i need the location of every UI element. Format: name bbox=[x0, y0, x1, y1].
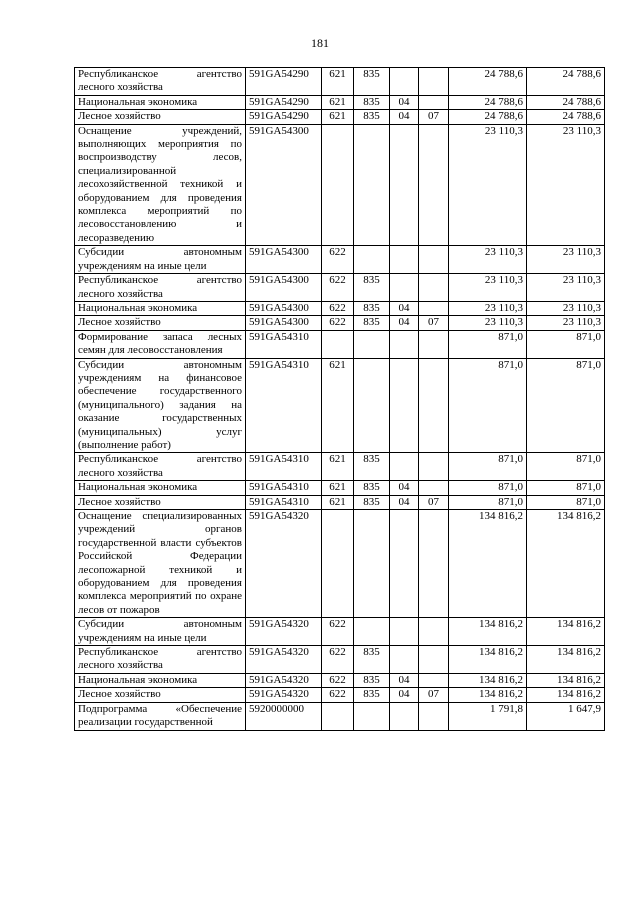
cell-amount-2: 871,0 bbox=[527, 481, 605, 495]
cell-amount-1: 23 110,3 bbox=[449, 274, 527, 302]
cell-target-code: 591GA54310 bbox=[246, 358, 322, 453]
cell-subsection bbox=[419, 510, 449, 618]
cell-name: Лесное хозяйство bbox=[75, 688, 246, 702]
cell-department bbox=[354, 510, 390, 618]
cell-amount-1: 871,0 bbox=[449, 453, 527, 481]
cell-expense-type bbox=[322, 124, 354, 246]
cell-subsection bbox=[419, 702, 449, 730]
cell-target-code: 591GA54300 bbox=[246, 246, 322, 274]
cell-department bbox=[354, 246, 390, 274]
cell-name: Республиканское агентство лесного хозяйства bbox=[75, 453, 246, 481]
table-row bbox=[75, 673, 605, 687]
cell-name: Национальная экономика bbox=[75, 481, 246, 495]
cell-section bbox=[390, 510, 419, 618]
cell-department: 835 bbox=[354, 646, 390, 674]
cell-target-code: 591GA54290 bbox=[246, 110, 322, 124]
cell-name: Республиканское агентство лесного хозяйства bbox=[75, 274, 246, 302]
cell-name: Национальная экономика bbox=[75, 673, 246, 687]
cell-subsection bbox=[419, 358, 449, 453]
cell-amount-2: 23 110,3 bbox=[527, 246, 605, 274]
table-row bbox=[75, 301, 605, 315]
cell-department: 835 bbox=[354, 688, 390, 702]
cell-expense-type: 621 bbox=[322, 495, 354, 509]
cell-section: 04 bbox=[390, 673, 419, 687]
cell-expense-type bbox=[322, 330, 354, 358]
table-row bbox=[75, 124, 605, 246]
cell-subsection: 07 bbox=[419, 316, 449, 330]
cell-amount-1: 134 816,2 bbox=[449, 646, 527, 674]
page-number: 181 bbox=[311, 36, 329, 50]
cell-section: 04 bbox=[390, 110, 419, 124]
cell-amount-2: 871,0 bbox=[527, 330, 605, 358]
cell-amount-1: 871,0 bbox=[449, 495, 527, 509]
cell-section: 04 bbox=[390, 301, 419, 315]
cell-amount-2: 1 647,9 bbox=[527, 702, 605, 730]
cell-target-code: 591GA54320 bbox=[246, 510, 322, 618]
cell-target-code: 591GA54300 bbox=[246, 274, 322, 302]
cell-amount-1: 134 816,2 bbox=[449, 688, 527, 702]
table-row bbox=[75, 481, 605, 495]
cell-expense-type: 621 bbox=[322, 358, 354, 453]
cell-name: Формирование запаса лесных семян для лесовосстановления bbox=[75, 330, 246, 358]
cell-amount-1: 134 816,2 bbox=[449, 618, 527, 646]
cell-amount-1: 871,0 bbox=[449, 481, 527, 495]
table-body bbox=[75, 68, 605, 731]
cell-amount-1: 871,0 bbox=[449, 330, 527, 358]
table-row bbox=[75, 688, 605, 702]
cell-expense-type: 621 bbox=[322, 68, 354, 96]
cell-target-code: 591GA54300 bbox=[246, 301, 322, 315]
cell-target-code: 591GA54310 bbox=[246, 495, 322, 509]
cell-target-code: 591GA54310 bbox=[246, 330, 322, 358]
cell-subsection bbox=[419, 274, 449, 302]
cell-name: Национальная экономика bbox=[75, 95, 246, 109]
cell-name: Субсидии автономным учреждениям на финансовое обеспечение государственного (муниципального) задания на оказание государственных (муниципальных) услуг (выполнение работ) bbox=[75, 358, 246, 453]
cell-name: Национальная экономика bbox=[75, 301, 246, 315]
cell-expense-type: 622 bbox=[322, 274, 354, 302]
cell-name: Лесное хозяйство bbox=[75, 495, 246, 509]
table-row bbox=[75, 316, 605, 330]
cell-section bbox=[390, 618, 419, 646]
cell-subsection bbox=[419, 673, 449, 687]
cell-subsection bbox=[419, 453, 449, 481]
cell-amount-2: 23 110,3 bbox=[527, 316, 605, 330]
cell-department: 835 bbox=[354, 453, 390, 481]
cell-subsection: 07 bbox=[419, 110, 449, 124]
cell-expense-type: 621 bbox=[322, 95, 354, 109]
cell-expense-type: 621 bbox=[322, 481, 354, 495]
cell-amount-2: 134 816,2 bbox=[527, 646, 605, 674]
table-row bbox=[75, 274, 605, 302]
cell-amount-2: 24 788,6 bbox=[527, 68, 605, 96]
cell-department bbox=[354, 702, 390, 730]
cell-section: 04 bbox=[390, 95, 419, 109]
cell-name: Республиканское агентство лесного хозяйства bbox=[75, 646, 246, 674]
table-row bbox=[75, 618, 605, 646]
cell-amount-1: 24 788,6 bbox=[449, 68, 527, 96]
cell-amount-2: 871,0 bbox=[527, 358, 605, 453]
table-row bbox=[75, 110, 605, 124]
cell-section bbox=[390, 330, 419, 358]
cell-department bbox=[354, 124, 390, 246]
cell-target-code: 591GA54290 bbox=[246, 95, 322, 109]
cell-subsection bbox=[419, 481, 449, 495]
cell-subsection bbox=[419, 68, 449, 96]
cell-expense-type: 621 bbox=[322, 453, 354, 481]
cell-amount-1: 23 110,3 bbox=[449, 316, 527, 330]
cell-expense-type: 621 bbox=[322, 110, 354, 124]
cell-amount-1: 23 110,3 bbox=[449, 124, 527, 246]
cell-amount-2: 871,0 bbox=[527, 495, 605, 509]
table-row bbox=[75, 68, 605, 96]
cell-department: 835 bbox=[354, 110, 390, 124]
cell-subsection bbox=[419, 618, 449, 646]
cell-amount-2: 871,0 bbox=[527, 453, 605, 481]
cell-department: 835 bbox=[354, 673, 390, 687]
cell-target-code: 591GA54320 bbox=[246, 673, 322, 687]
cell-subsection bbox=[419, 646, 449, 674]
cell-expense-type: 622 bbox=[322, 673, 354, 687]
cell-section bbox=[390, 68, 419, 96]
cell-department: 835 bbox=[354, 481, 390, 495]
cell-department: 835 bbox=[354, 274, 390, 302]
cell-department bbox=[354, 358, 390, 453]
cell-amount-2: 23 110,3 bbox=[527, 301, 605, 315]
cell-target-code: 5920000000 bbox=[246, 702, 322, 730]
cell-name: Субсидии автономным учреждениям на иные цели bbox=[75, 618, 246, 646]
cell-section bbox=[390, 274, 419, 302]
cell-amount-2: 134 816,2 bbox=[527, 510, 605, 618]
table-row bbox=[75, 495, 605, 509]
budget-table bbox=[74, 67, 605, 731]
cell-name: Подпрограмма «Обеспечение реализации государственной bbox=[75, 702, 246, 730]
cell-name: Лесное хозяйство bbox=[75, 110, 246, 124]
cell-department: 835 bbox=[354, 495, 390, 509]
cell-amount-2: 24 788,6 bbox=[527, 110, 605, 124]
cell-name: Субсидии автономным учреждениям на иные цели bbox=[75, 246, 246, 274]
cell-expense-type: 622 bbox=[322, 316, 354, 330]
cell-target-code: 591GA54300 bbox=[246, 316, 322, 330]
cell-section bbox=[390, 702, 419, 730]
cell-amount-1: 23 110,3 bbox=[449, 246, 527, 274]
cell-section bbox=[390, 646, 419, 674]
cell-name: Республиканское агентство лесного хозяйства bbox=[75, 68, 246, 96]
cell-target-code: 591GA54310 bbox=[246, 481, 322, 495]
cell-department: 835 bbox=[354, 316, 390, 330]
cell-target-code: 591GA54300 bbox=[246, 124, 322, 246]
table-row bbox=[75, 510, 605, 618]
cell-section bbox=[390, 246, 419, 274]
cell-section bbox=[390, 358, 419, 453]
table-row bbox=[75, 358, 605, 453]
cell-subsection bbox=[419, 246, 449, 274]
table-row bbox=[75, 646, 605, 674]
table-row bbox=[75, 702, 605, 730]
cell-amount-2: 23 110,3 bbox=[527, 124, 605, 246]
cell-expense-type: 622 bbox=[322, 618, 354, 646]
cell-expense-type: 622 bbox=[322, 688, 354, 702]
table-row bbox=[75, 330, 605, 358]
cell-section bbox=[390, 124, 419, 246]
table-row bbox=[75, 453, 605, 481]
cell-amount-1: 24 788,6 bbox=[449, 110, 527, 124]
cell-subsection bbox=[419, 95, 449, 109]
cell-department: 835 bbox=[354, 68, 390, 96]
cell-amount-2: 23 110,3 bbox=[527, 274, 605, 302]
cell-name: Оснащение учреждений, выполняющих мероприятия по воспроизводству лесов, специализированной лесохозяйственной техникой и оборудованием для проведения комплекса мероприятий по лесовосстановлению и лесоразведению bbox=[75, 124, 246, 246]
cell-department: 835 bbox=[354, 95, 390, 109]
cell-subsection: 07 bbox=[419, 495, 449, 509]
cell-subsection bbox=[419, 330, 449, 358]
cell-amount-1: 134 816,2 bbox=[449, 510, 527, 618]
cell-subsection bbox=[419, 301, 449, 315]
cell-target-code: 591GA54290 bbox=[246, 68, 322, 96]
cell-amount-1: 23 110,3 bbox=[449, 301, 527, 315]
cell-target-code: 591GA54310 bbox=[246, 453, 322, 481]
cell-amount-2: 134 816,2 bbox=[527, 688, 605, 702]
cell-name: Оснащение специализированных учреждений органов государственной власти субъектов Российской Федерации лесопожарной техникой и оборудованием для проведения комплекса мероприятий по охране лесов от пожаров bbox=[75, 510, 246, 618]
cell-amount-1: 1 791,8 bbox=[449, 702, 527, 730]
cell-subsection bbox=[419, 124, 449, 246]
cell-amount-1: 134 816,2 bbox=[449, 673, 527, 687]
cell-amount-2: 134 816,2 bbox=[527, 673, 605, 687]
cell-amount-2: 134 816,2 bbox=[527, 618, 605, 646]
cell-name: Лесное хозяйство bbox=[75, 316, 246, 330]
table-row bbox=[75, 246, 605, 274]
cell-target-code: 591GA54320 bbox=[246, 688, 322, 702]
cell-department bbox=[354, 618, 390, 646]
cell-expense-type bbox=[322, 702, 354, 730]
cell-expense-type: 622 bbox=[322, 301, 354, 315]
cell-amount-1: 871,0 bbox=[449, 358, 527, 453]
cell-department bbox=[354, 330, 390, 358]
cell-expense-type: 622 bbox=[322, 246, 354, 274]
cell-amount-2: 24 788,6 bbox=[527, 95, 605, 109]
cell-amount-1: 24 788,6 bbox=[449, 95, 527, 109]
cell-section: 04 bbox=[390, 481, 419, 495]
cell-section: 04 bbox=[390, 316, 419, 330]
cell-subsection: 07 bbox=[419, 688, 449, 702]
cell-expense-type bbox=[322, 510, 354, 618]
cell-expense-type: 622 bbox=[322, 646, 354, 674]
cell-department: 835 bbox=[354, 301, 390, 315]
table-row bbox=[75, 95, 605, 109]
cell-section: 04 bbox=[390, 495, 419, 509]
cell-target-code: 591GA54320 bbox=[246, 618, 322, 646]
cell-section bbox=[390, 453, 419, 481]
cell-section: 04 bbox=[390, 688, 419, 702]
cell-target-code: 591GA54320 bbox=[246, 646, 322, 674]
